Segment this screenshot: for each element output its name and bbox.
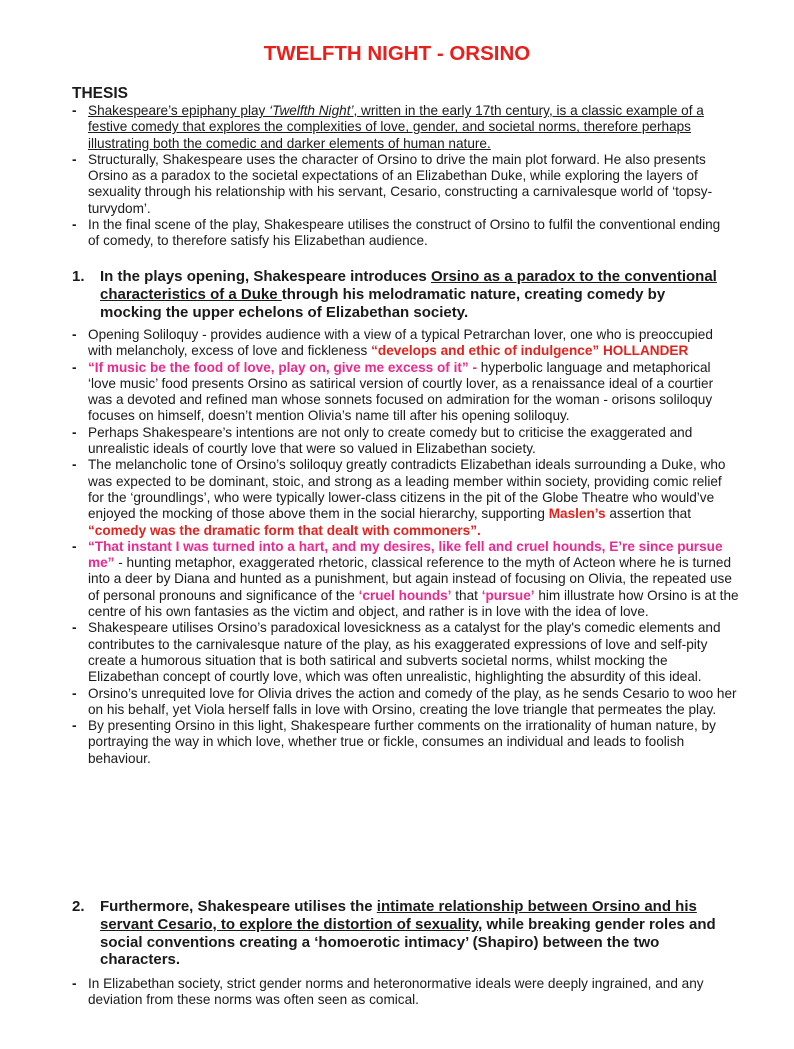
section-1-point: - Orsino’s unrequited love for Olivia drives the action and comedy of the play, as he sends Cesario to woo her on his behalf, yet Viola herself falls in love with Orsino, creating the love triangle that permeates the play.	[72, 686, 740, 719]
section-number: 2.	[72, 898, 85, 915]
thesis-point: - In the final scene of the play, Shakespeare utilises the construct of Orsino to fulfil the conventional ending of comedy, to therefore satisfy his Elizabethan audience.	[72, 217, 732, 250]
thesis-point: - Structurally, Shakespeare uses the character of Orsino to drive the main plot forward. He also presents Orsino as a paradox to the societal expectations of an Elizabethan Duke, while exploring the layers of sexuality through his relationship with his servant, Cesario, constructing a carnivalesque world of ‘topsy-turvydom’.	[72, 152, 732, 217]
section-2-point: - In Elizabethan society, strict gender norms and heteronormative ideals were deeply ingrained, and any deviation from these norms was often seen as comical.	[72, 976, 740, 1009]
section-heading-text: In the plays opening, Shakespeare introduces Orsino as a paradox to the conventional characteristics of a Duke through his melodramatic nature, creating comedy by mocking the upper echelons of Elizabethan society.	[100, 268, 717, 321]
section-1-point: - Shakespeare utilises Orsino’s paradoxical lovesickness as a catalyst for the play's comedic elements and contributes to the carnivalesque nature of the play, as his exaggerated expressions of love and self-pity create a humorous situation that is both satirical and subverts societal norms, whilst mocking the Elizabethan concept of courtly love, which was often unrealistic, highlighting the absurdity of this ideal.	[72, 620, 740, 685]
section-1-heading	[72, 268, 722, 321]
section-1-point: - “That instant I was turned into a hart, and my desires, like fell and cruel hounds, E’re since pursue me” - hunting metaphor, exaggerated rhetoric, classical reference to the myth of Acteon where he is turned into a deer by Diana and hunted as a punishment, but again instead of focusing on Olivia, the repeated use of personal pronouns and significance of the ‘cruel hounds’ that ‘pursue’ him illustrate how Orsino is at the centre of his own fantasies as the victim and object, and rather is in love with the idea of love.	[72, 539, 740, 620]
section-1-point: - “If music be the food of love, play on, give me excess of it” - hyperbolic language and metaphorical ‘love music’ food presents Orsino as satirical version of courtly lover, as a renaissance ideal of a courtier was a devoted and refined man whose sonnets focused on admiration for the woman - orisons soliloquy focuses on himself, doesn’t mention Olivia’s name till after his opening soliloquy.	[72, 360, 740, 425]
section-1-list	[72, 327, 740, 767]
document-title: TWELFTH NIGHT - ORSINO	[263, 42, 531, 65]
section-2-heading	[72, 898, 722, 969]
section-1-point: - By presenting Orsino in this light, Shakespeare further comments on the irrationality of human nature, by portraying the way in which love, whether true or fickle, consumes an individual and leads to foolish behaviour.	[72, 718, 740, 767]
thesis-list	[72, 103, 732, 250]
thesis-point-text: Shakespeare’s epiphany play ‘Twelfth Night’, written in the early 17th century, is a classic example of a festive comedy that explores the complexities of love, gender, and societal norms, therefore perhaps illustrating both the comedic and darker elements of human nature.	[88, 103, 704, 151]
section-2-list	[72, 976, 740, 1009]
section-1-point: - The melancholic tone of Orsino’s soliloquy greatly contradicts Elizabethan ideals surrounding a Duke, who was expected to be dominant, stoic, and strong as a leading member within society, providing comic relief for the ‘groundlings’, who were typically lower-class citizens in the pit of the Globe Theatre who would’ve enjoyed the mocking of those above them in the social hierarchy, supporting Maslen’s assertion that “comedy was the dramatic form that dealt with commoners”.	[72, 457, 740, 538]
thesis-point	[72, 103, 732, 152]
section-1-point: - Perhaps Shakespeare’s intentions are not only to create comedy but to criticise the exaggerated and unrealistic ideals of courtly love that were so valued in Elizabethan society.	[72, 425, 740, 458]
section-1-point: - Opening Soliloquy - provides audience with a view of a typical Petrarchan lover, one who is preoccupied with melancholy, excess of love and fickleness “develops and ethic of indulgence” HOLLANDER	[72, 327, 740, 360]
thesis-heading: THESIS	[72, 85, 128, 102]
section-heading-text: Furthermore, Shakespeare utilises the intimate relationship between Orsino and his servant Cesario, to explore the distortion of sexuality, while breaking gender roles and social conventions creating a ‘homoerotic intimacy’ (Shapiro) between the two characters.	[100, 898, 716, 969]
section-number: 1.	[72, 268, 85, 285]
